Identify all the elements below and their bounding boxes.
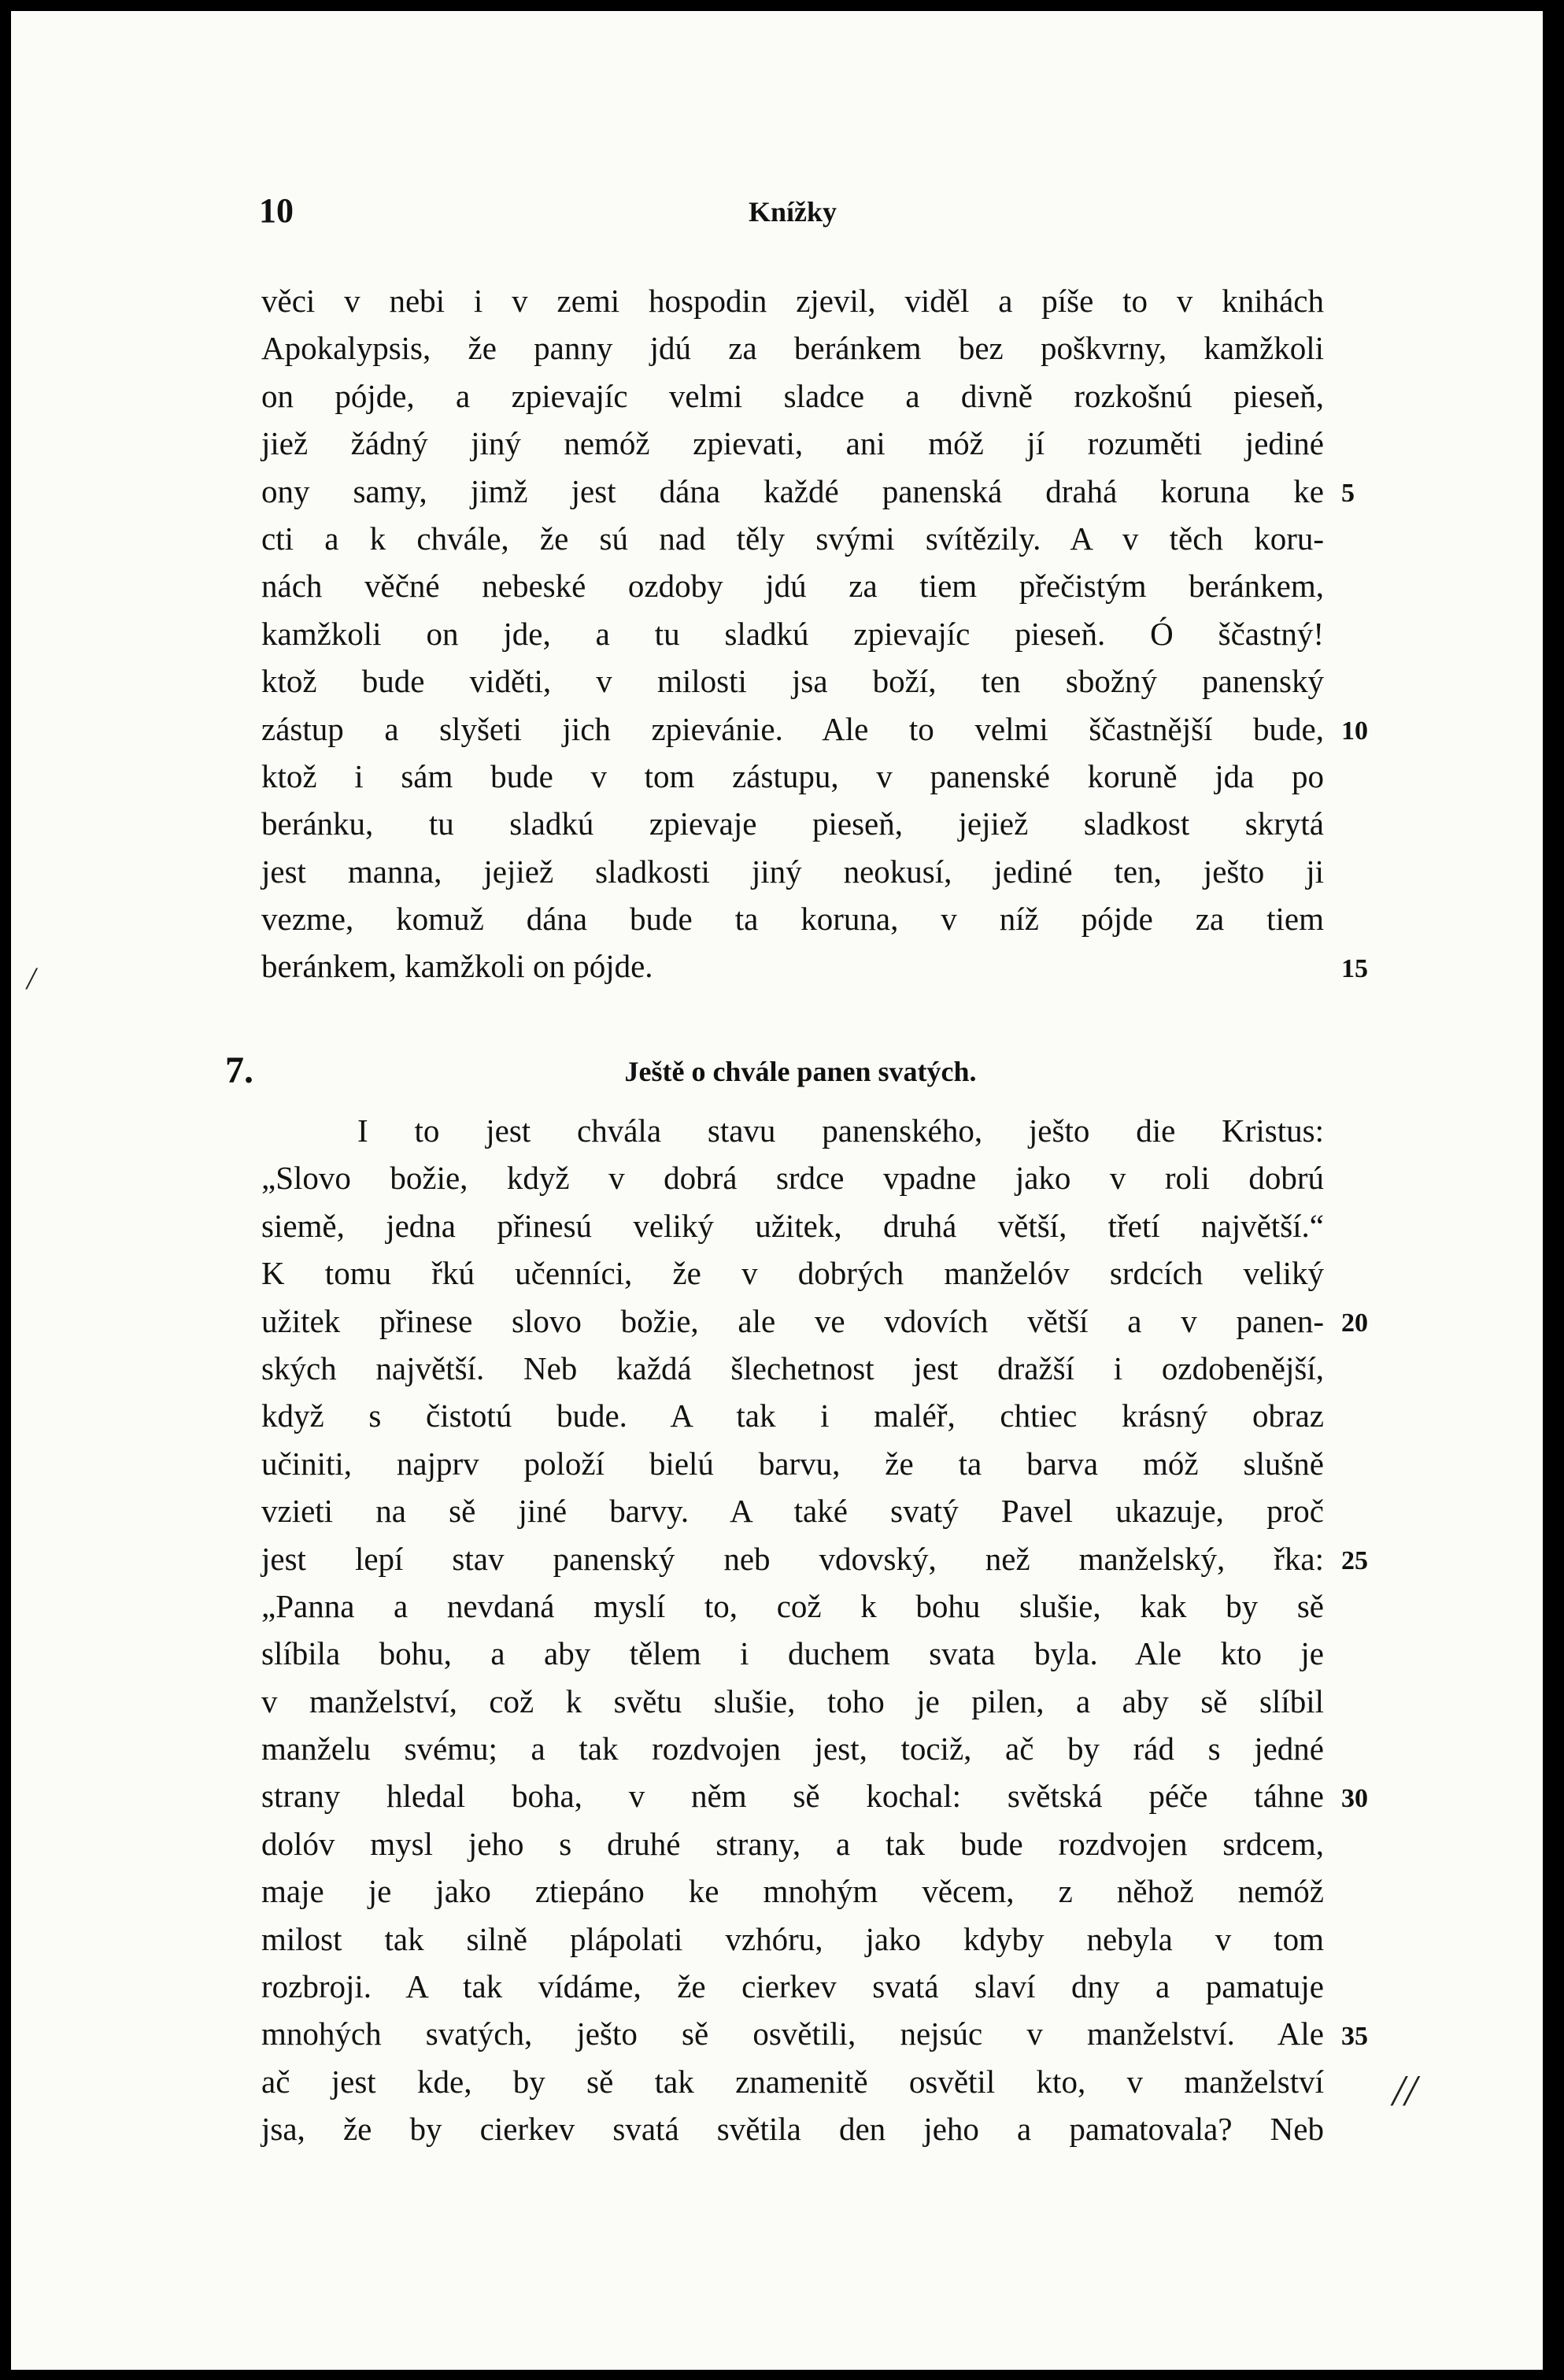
line-number: 20: [1341, 1308, 1368, 1338]
text-line: vzieti na sě jiné barvy. A také svatý Pavel ukazuje, proč: [261, 1493, 1324, 1530]
running-title: Knížky: [748, 196, 837, 228]
text-line: jsa, že by cierkev svatá světila den jeho a pamatovala? Neb: [261, 2111, 1324, 2148]
text-line: rozbroji. A tak vídáme, že cierkev svatá slaví dny a pamatuje: [261, 1968, 1324, 2005]
text-line: Apokalypsis, že panny jdú za beránkem bez poškvrny, kamžkoli: [261, 330, 1324, 367]
text-line: I to jest chvála stavu panenského, ješto die Kristus:: [357, 1112, 1324, 1149]
text-line: věci v nebi i v zemi hospodin zjevil, viděl a píše to v knihách: [261, 283, 1324, 319]
text-line: nách věčné nebeské ozdoby jdú za tiem přečistým beránkem,: [261, 568, 1324, 605]
text-line: milost tak silně plápolati vzhóru, jako kdyby nebyla v tom: [261, 1920, 1324, 1957]
text-line: vezme, komuž dána bude ta koruna, v níž pójde za tiem: [261, 901, 1324, 938]
text-line: on pójde, a zpievajíc velmi sladce a divně rozkošnú pieseň,: [261, 377, 1324, 414]
text-line: manželu svému; a tak rozdvojen jest, tociž, ač by rád s jedné: [261, 1730, 1324, 1767]
margin-pencil-mark: //: [1392, 2067, 1418, 2115]
text-line: dolóv mysl jeho s druhé strany, a tak bude rozdvojen srdcem,: [261, 1825, 1324, 1862]
text-line: beránku, tu sladkú zpievaje pieseň, jejiež sladkost skrytá: [261, 805, 1324, 842]
text-line: učiniti, najprv položí bielú barvu, že ta barva móž slušně: [261, 1445, 1324, 1482]
line-number: 30: [1341, 1783, 1368, 1813]
line-number: 35: [1341, 2021, 1368, 2051]
text-line: strany hledal boha, v něm sě kochal: světská péče táhne: [261, 1778, 1324, 1815]
line-number: 5: [1341, 478, 1355, 508]
text-line: ač jest kde, by sě tak znamenitě osvětil kto, v manželství: [261, 2063, 1324, 2100]
text-line: jest lepí stav panenský neb vdovský, než manželský, řka:: [261, 1540, 1324, 1577]
line-number: 10: [1341, 716, 1368, 746]
text-line: ktož bude viděti, v milosti jsa boží, ten sbožný panenský: [261, 663, 1324, 700]
page-number: 10: [259, 191, 294, 230]
text-line: beránkem, kamžkoli on pójde.: [261, 948, 653, 985]
text-line: ony samy, jimž jest dána každé panenská drahá koruna ke: [261, 472, 1324, 509]
text-line: ských najvětší. Neb každá šlechetnost jest dražší i ozdobenější,: [261, 1349, 1324, 1386]
text-line: cti a k chvále, že sú nad těly svými svítězily. A v těch koru-: [261, 520, 1324, 557]
text-line: K tomu řkú učenníci, že v dobrých manželóv srdcích veliký: [261, 1255, 1324, 1292]
text-line: jest manna, jejiež sladkosti jiný neokusí, jediné ten, ješto ji: [261, 853, 1324, 890]
text-line: siemě, jedna přinesú veliký užitek, druhá větší, třetí najvětší.“: [261, 1207, 1324, 1244]
paragraph-1: [261, 277, 1324, 990]
text-line: „Panna a nevdaná myslí to, což k bohu slušie, kak by sě: [261, 1587, 1324, 1624]
text-line: když s čistotú bude. A tak i maléř, chtiec krásný obraz: [261, 1397, 1324, 1434]
section-heading: Ještě o chvále panen svatých.: [624, 1056, 977, 1087]
text-line: mnohých svatých, ješto sě osvětili, nejsúc v manželství. Ale: [261, 2015, 1324, 2052]
text-line: „Slovo božie, když v dobrá srdce vpadne jako v roli dobrú: [261, 1160, 1324, 1197]
text-line: jiež žádný jiný nemóž zpievati, ani móž jí rozuměti jediné: [261, 425, 1324, 462]
book-page: [11, 11, 1543, 2370]
text-line: zástup a slyšeti jich zpievánie. Ale to velmi ščastnější bude,: [261, 710, 1324, 747]
text-line: maje je jako ztiepáno ke mnohým věcem, z něhož nemóž: [261, 1873, 1324, 1910]
text-line: v manželství, což k světu slušie, toho je pilen, a aby sě slíbil: [261, 1682, 1324, 1719]
text-line: slíbila bohu, a aby tělem i duchem svata byla. Ale kto je: [261, 1635, 1324, 1672]
margin-pencil-mark: /: [27, 961, 36, 996]
line-number: 25: [1341, 1545, 1368, 1575]
line-number: 15: [1341, 953, 1368, 983]
paragraph-2: [261, 1107, 1324, 2153]
text-line: ktož i sám bude v tom zástupu, v panenské koruně jda po: [261, 757, 1324, 794]
text-line: kamžkoli on jde, a tu sladkú zpievajíc pieseň. Ó ščastný!: [261, 615, 1324, 652]
section-number: 7.: [225, 1049, 253, 1091]
page-header: [11, 191, 1543, 238]
text-line: užitek přinese slovo božie, ale ve vdovích větší a v panen-: [261, 1302, 1324, 1339]
